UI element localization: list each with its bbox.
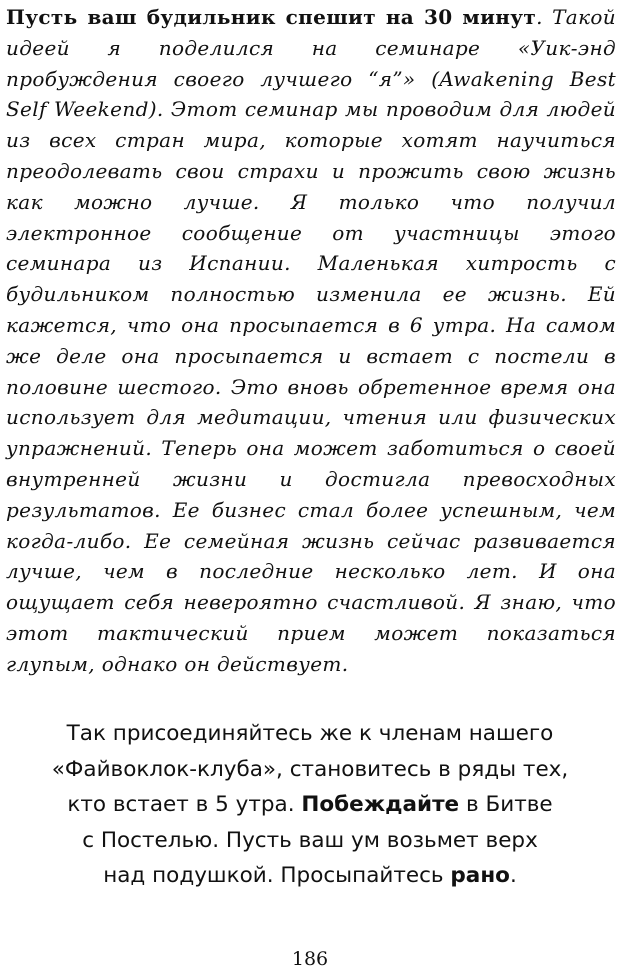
callout-block (20, 716, 600, 894)
callout-emphasis-win: Побеждайте (301, 792, 460, 817)
callout-line-5 (20, 858, 600, 894)
callout-line-1: Так присоединяйтесь же к членам нашего (66, 721, 554, 746)
callout-line-4: с Постелью. Пусть ваш ум возьмет верх (82, 827, 538, 853)
main-paragraph (6, 2, 616, 680)
callout-emphasis-early: рано (450, 863, 510, 888)
callout-line-2: «Файвоклок-клуба», становитесь в ряды тех, (51, 756, 569, 782)
paragraph-body: . Такой идеей я поделился на семинаре «Уик-энд пробуждения своего лучшего “я”» (Awakening Best Self Weekend). Этот семинар мы проводим для людей из всех стран мира, которые хотят научиться преодолевать свои страхи и прожить свою жизнь как можно лучше. Я только что получил электронное сообщение от участницы этого семинара из Испании. Маленькая хитрость с будильником полностью изменила ее жизнь. Ей кажется, что она просыпается в 6 утра. На самом же деле она просыпается и встает с постели в половине шестого. Это вновь обретенное время она использует для медитации, чтения или физических упражнений. Теперь она может заботиться о своей внутренней жизни и достигла превосходных результатов. Ее бизнес стал более успешным, чем когда-либо. Ее семейная жизнь сейчас развивается лучше, чем в последние несколько лет. И она ощущает себя невероятно счастливой. Я знаю, что этот тактический прием может показаться глупым, однако он действует. (6, 5, 616, 676)
paragraph-lead: Пусть ваш будильник спешит на 30 минут (6, 5, 537, 29)
callout-line-5-start: над подушкой. Просыпайтесь (103, 863, 451, 888)
callout-line-3 (20, 787, 600, 823)
callout-line-3-start: кто встает в 5 утра. (67, 792, 302, 817)
callout-line-5-end: . (509, 863, 517, 888)
page-number: 186 (291, 948, 329, 970)
callout-line-3-end: в Битве (459, 792, 553, 817)
